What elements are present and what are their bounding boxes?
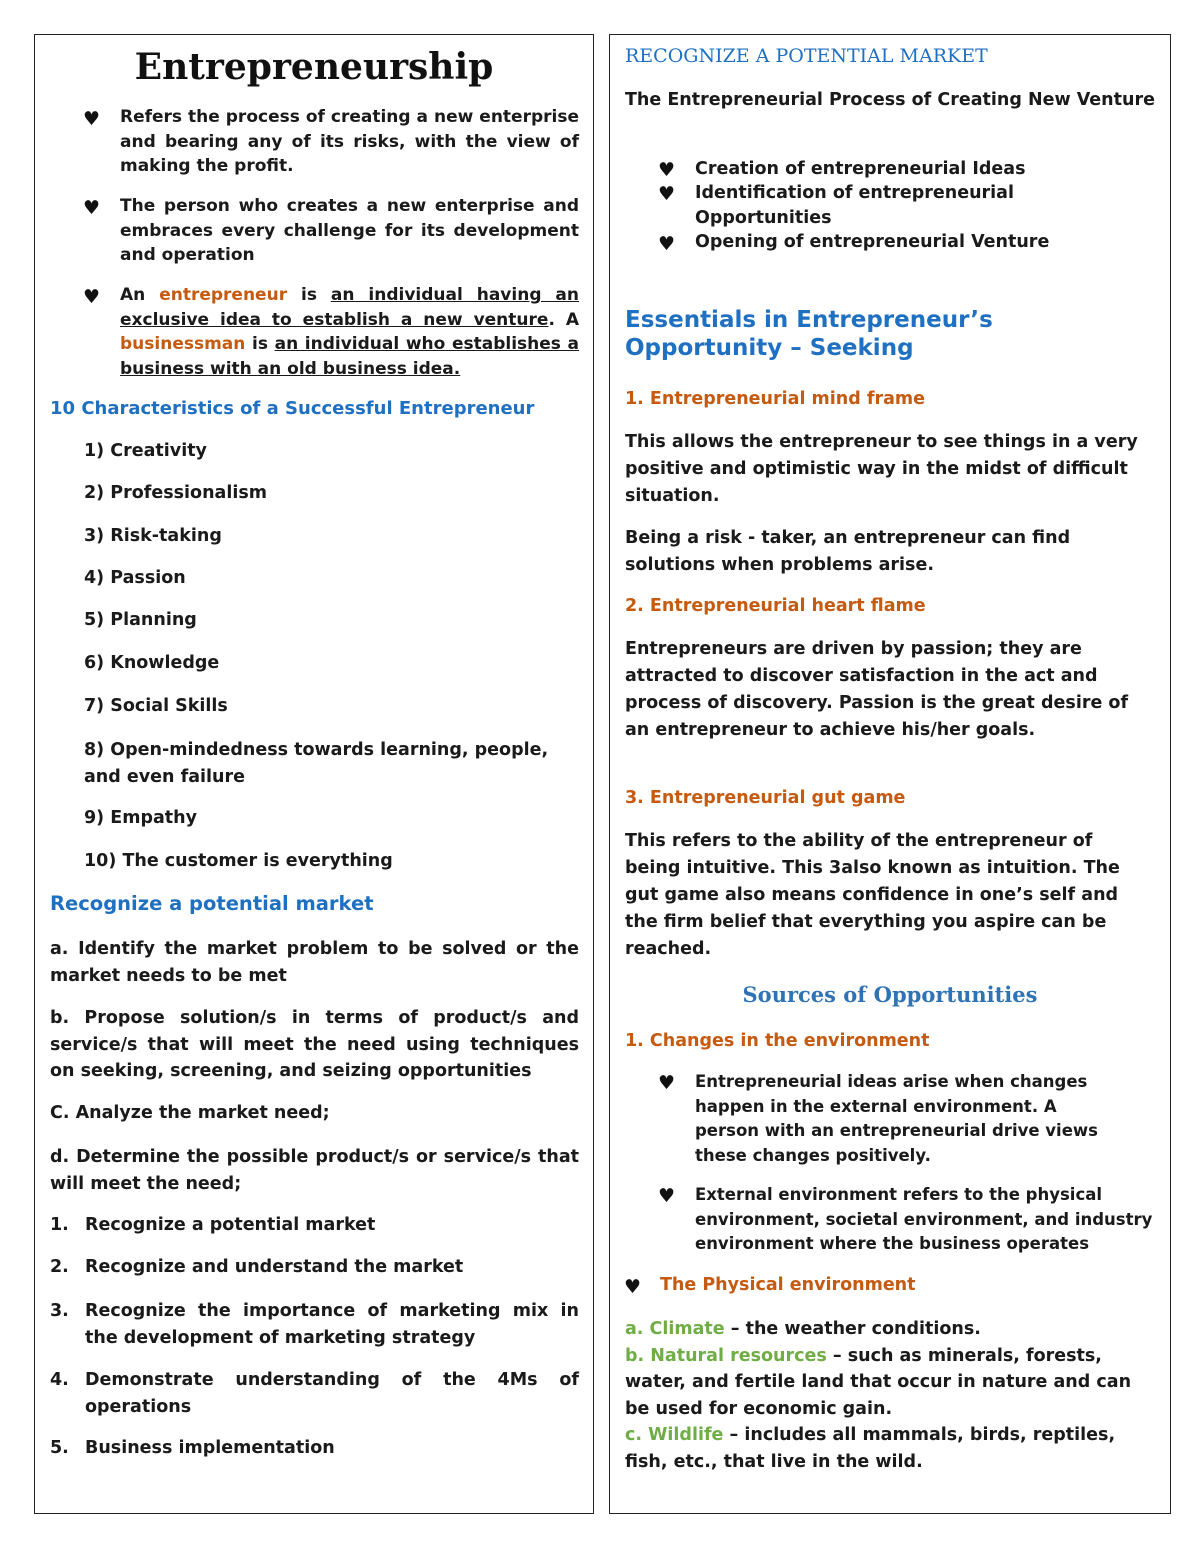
heart-bullet-icon: ♥ <box>83 108 101 130</box>
characteristic-item: 3) Risk-taking <box>84 526 222 546</box>
def-dot: . A <box>548 309 579 330</box>
item-number: 4. <box>50 1370 69 1390</box>
entrepreneur-definition: an individual having an exclusive idea to establish a new venture <box>120 285 579 330</box>
heart-flame-title: 2. Entrepreneurial heart flame <box>625 596 926 616</box>
gut-game-title: 3. Entrepreneurial gut game <box>625 788 906 808</box>
heart-flame-text: Entrepreneurs are driven by passion; they are attracted to discover satisfaction in the act and process of discovery. Passion is the great desire of an entrepreneur to achieve his/her goals. <box>625 639 1129 740</box>
item-number: 1. <box>50 1215 69 1235</box>
heart-bullet-icon: ♥ <box>83 197 101 219</box>
characteristic-item: 9) Empathy <box>84 808 198 828</box>
essentials-heading: Essentials in Entrepreneur’s Opportunity – Seeking <box>625 307 993 361</box>
mind-frame-title: 1. Entrepreneurial mind frame <box>625 389 926 409</box>
process-title: The Entrepreneurial Process of Creating New Venture <box>625 90 1155 110</box>
physical-list <box>625 1316 1150 1475</box>
page-title: Entrepreneurship <box>134 46 494 88</box>
physical-term: a. Climate <box>625 1319 725 1339</box>
physical-desc: – the weather conditions. <box>724 1319 981 1339</box>
market-heading: Recognize a potential market <box>50 892 374 915</box>
def-is-2: is <box>245 334 275 354</box>
physical-term: c. Wildlife <box>625 1425 724 1445</box>
item-text: Business implementation <box>85 1438 335 1458</box>
characteristic-item: 1) Creativity <box>84 441 207 461</box>
market-step-d: d. Determine the possible product/s or service/s that will meet the need; <box>50 1147 579 1194</box>
item-number: 3. <box>50 1301 69 1321</box>
mind-frame-text-2: Being a risk - taker, an entrepreneur can find solutions when problems arise. <box>625 528 1071 575</box>
process-item: Creation of entrepreneurial Ideas <box>695 159 1026 179</box>
heart-bullet-icon: ♥ <box>658 1072 676 1094</box>
characteristic-item: 8) Open-mindedness towards learning, people, and even failure <box>84 740 549 787</box>
item-text: Demonstrate understanding of the 4Ms of operations <box>85 1370 579 1417</box>
item-number: 5. <box>50 1438 69 1458</box>
numbered-item <box>50 1213 579 1238</box>
physical-title: The Physical environment <box>660 1275 916 1295</box>
changes-bullet-2: External environment refers to the physical environment, societal environment, and industry environment where the business operates <box>695 1185 1153 1253</box>
characteristic-item: 2) Professionalism <box>84 483 267 503</box>
physical-item <box>625 1343 1150 1423</box>
characteristics-heading: 10 Characteristics of a Successful Entrepreneur <box>50 398 535 419</box>
item-text: Recognize a potential market <box>85 1215 376 1235</box>
characteristic-item: 10) The customer is everything <box>84 851 393 871</box>
characteristic-item: 6) Knowledge <box>84 653 220 673</box>
mind-frame-text: This allows the entrepreneur to see things in a very positive and optimistic way in the midst of difficult situation. <box>625 432 1138 506</box>
heart-bullet-icon: ♥ <box>658 1185 676 1207</box>
heart-bullet-icon: ♥ <box>83 286 101 308</box>
heart-bullet-icon: ♥ <box>658 233 676 255</box>
definition-bullet-2: The person who creates a new enterprise and embraces every challenge for its development and operation <box>120 196 579 265</box>
entrepreneur-term: entrepreneur <box>159 285 288 305</box>
sources-heading: Sources of Opportunities <box>742 982 1038 1007</box>
physical-item <box>625 1422 1150 1475</box>
numbered-item <box>50 1298 579 1352</box>
numbered-item <box>50 1436 579 1461</box>
physical-item <box>625 1316 1150 1343</box>
definition-bullet-3 <box>120 283 579 381</box>
market-step-a: a. Identify the market problem to be solved or the market needs to be met <box>50 939 579 986</box>
definition-bullet-1: Refers the process of creating a new enterprise and bearing any of its risks, with the view of making the profit. <box>120 107 579 176</box>
physical-term: b. Natural resources <box>625 1345 827 1366</box>
heart-bullet-icon: ♥ <box>624 1276 642 1298</box>
def-an: An <box>120 285 160 305</box>
businessman-definition: an individual who establishes a business with an old business idea. <box>120 334 579 379</box>
right-heading: RECOGNIZE A POTENTIAL MARKET <box>625 45 988 67</box>
heart-bullet-icon: ♥ <box>658 159 676 181</box>
def-is-1: is <box>287 285 331 305</box>
numbered-item <box>50 1367 579 1421</box>
gut-game-text: This refers to the ability of the entrepreneur of being intuitive. This 3also known as intuition. The gut game also means confidence in one’s self and the firm belief that everything you aspire can be reached. <box>625 831 1120 959</box>
market-step-c: C. Analyze the market need; <box>50 1103 330 1123</box>
item-text: Recognize and understand the market <box>85 1257 464 1277</box>
item-text: Recognize the importance of marketing mix in the development of marketing strategy <box>85 1301 579 1348</box>
heart-bullet-icon: ♥ <box>658 183 676 205</box>
characteristic-item: 7) Social Skills <box>84 696 228 716</box>
changes-title: 1. Changes in the environment <box>625 1031 930 1051</box>
physical-desc: – such as minerals, forests, water, and fertile land that occur in nature and can be used for economic gain. <box>625 1345 1132 1419</box>
changes-bullet-1: Entrepreneurial ideas arise when changes happen in the external environment. A person with an entrepreneurial drive views these changes positively. <box>695 1072 1098 1165</box>
process-item: Identification of entrepreneurial Opportunities <box>695 183 1014 228</box>
numbered-item <box>50 1255 579 1280</box>
physical-desc: – includes all mammals, birds, reptiles, fish, etc., that live in the wild. <box>625 1425 1116 1472</box>
businessman-term: businessman <box>120 334 246 354</box>
characteristic-item: 4) Passion <box>84 568 186 588</box>
characteristic-item: 5) Planning <box>84 610 197 630</box>
item-number: 2. <box>50 1257 69 1277</box>
process-item: Opening of entrepreneurial Venture <box>695 232 1050 252</box>
market-step-b: b. Propose solution/s in terms of product/s and service/s that will meet the need using techniques on seeking, screening, and seizing opportunities <box>50 1008 579 1081</box>
